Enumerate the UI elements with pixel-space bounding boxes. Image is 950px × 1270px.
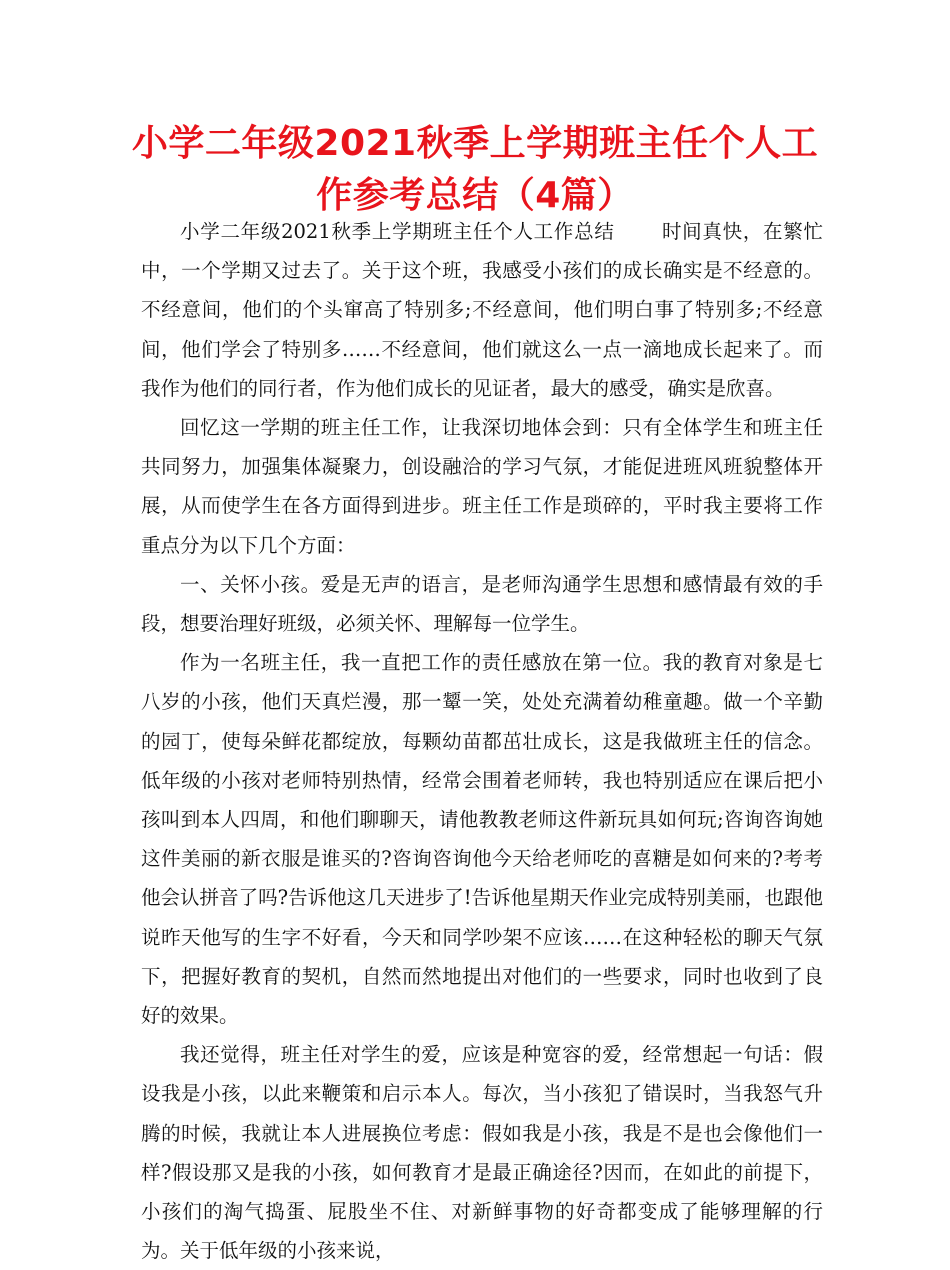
paragraph-section-one: 一、关怀小孩。爱是无声的语言，是老师沟通学生思想和感情最有效的手段，想要治理好班级，必须关怀、理解每一位学生。 xyxy=(141,572,823,636)
paragraph-review: 回忆这一学期的班主任工作，让我深切地体会到：只有全体学生和班主任共同努力，加强集体凝聚力，创设融洽的学习气氛，才能促进班风班貌整体开展，从而使学生在各方面得到进步。班主任工作是琐碎的，平时我主要将工作重点分为以下几个方面： xyxy=(141,416,823,557)
document-title: 小学二年级2021秋季上学期班主任个人工作参考总结（4篇） xyxy=(131,123,819,216)
paragraph-intro: 小学二年级2021秋季上学期班主任个人工作总结 时间真快，在繁忙中，一个学期又过去了。关于这个班，我感受小孩们的成长确实是不经意的。不经意间，他们的个头窜高了特别多;不经意间，他们明白事了特别多;不经意间，他们学会了特别多……不经意间，他们就这么一点一滴地成长起来了。而我作为他们的同行者，作为他们成长的见证者，最大的感受，确实是欣喜。 xyxy=(141,220,823,400)
paragraph-responsibility: 作为一名班主任，我一直把工作的责任感放在第一位。我的教育对象是七八岁的小孩，他们天真烂漫，那一颦一笑，处处充满着幼稚童趣。做一个辛勤的园丁，使每朵鲜花都绽放，每颗幼苗都茁壮成长，这是我做班主任的信念。低年级的小孩对老师特别热情，经常会围着老师转，我也特别适应在课后把小孩叫到本人四周，和他们聊聊天，请他教教老师这件新玩具如何玩;咨询咨询她这件美丽的新衣服是谁买的?咨询咨询他今天给老师吃的喜糖是如何来的?考考他会认拼音了吗?告诉他这几天进步了!告诉他星期天作业完成特别美丽，也跟他说昨天他写的生字不好看，今天和同学吵架不应该……在这种轻松的聊天气氛下，把握好教育的契机，自然而然地提出对他们的一些要求，同时也收到了良好的效果。 xyxy=(141,651,823,1028)
paragraph-tolerance: 我还觉得，班主任对学生的爱，应该是种宽容的爱，经常想起一句话：假设我是小孩，以此来鞭策和启示本人。每次，当小孩犯了错误时，当我怒气升腾的时候，我就让本人进展换位考虑：假如我是小孩，我是不是也会像他们一样?假设那又是我的小孩，如何教育才是最正确途径?因而，在如此的前提下，小孩们的淘气捣蛋、屁股坐不住、对新鲜事物的好奇都变成了能够理解的行为。关于低年级的小孩来说， xyxy=(141,1043,823,1263)
document-body xyxy=(141,212,823,1270)
